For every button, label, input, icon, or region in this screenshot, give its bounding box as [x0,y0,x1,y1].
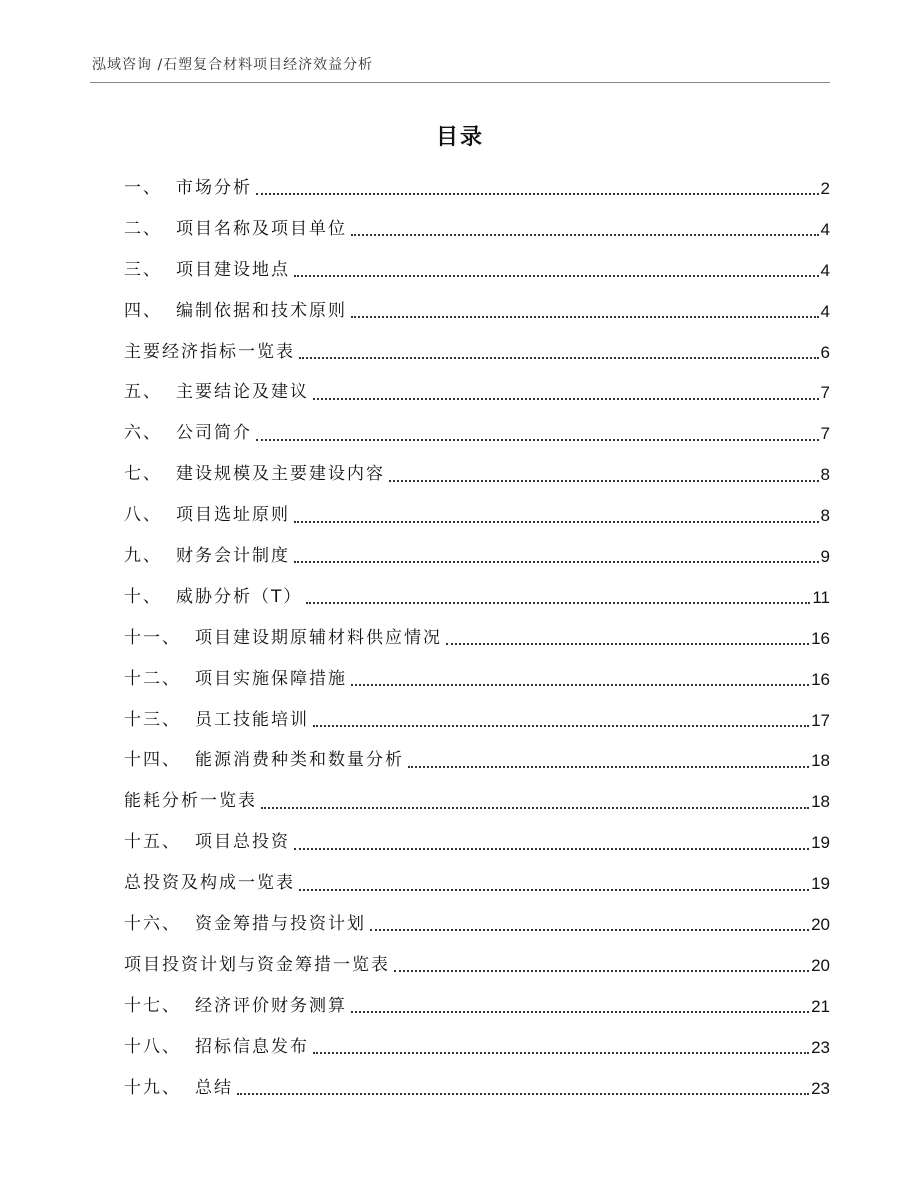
toc-entry-title: 招标信息发布 [195,1036,309,1057]
toc-entry-number: 十、 [124,586,162,607]
toc-entry-page: 8 [820,465,830,485]
toc-entry-page: 20 [811,914,830,934]
toc-entry-page: 4 [820,301,830,321]
toc-leader-dots [261,807,809,809]
toc-entry-label [124,466,385,483]
toc-entry-page: 17 [811,710,830,730]
toc-entry-label [124,954,390,975]
toc-entry[interactable] [124,659,830,700]
toc-entry[interactable] [124,740,830,781]
toc-entry-page: 19 [811,874,830,894]
toc-entry-label [124,752,404,769]
toc-title: 目录 [435,125,484,150]
toc-leader-dots [313,725,809,727]
toc-entry-label [124,384,309,401]
toc-entry-title: 威胁分析（T） [176,586,303,607]
toc-entry-label [124,545,290,566]
toc-entry-title: 能耗分析一览表 [124,791,257,812]
toc-leader-dots [294,521,819,523]
toc-leader-dots [389,480,819,482]
toc-entry[interactable] [124,536,830,577]
toc-entry[interactable] [124,577,830,618]
toc-entry[interactable] [124,372,830,413]
toc-entry-label [124,995,347,1016]
toc-entry-number: 六、 [124,423,162,444]
toc-entry-title: 经济评价财务测算 [195,995,347,1016]
toc-entry[interactable] [124,209,830,250]
toc-entry-title: 项目投资计划与资金筹措一览表 [124,954,390,975]
toc-entry-number: 三、 [124,259,162,280]
toc-leader-dots [446,643,809,645]
toc-entry-title: 项目建设地点 [176,259,290,280]
toc-entry-page: 20 [811,955,830,975]
toc-entry-page: 19 [811,833,830,853]
toc-entry-number: 十五、 [124,832,181,853]
toc-entry-page: 18 [811,751,830,771]
toc-entry[interactable] [124,250,830,291]
toc-entry-title: 公司简介 [176,423,252,444]
toc-entry[interactable] [124,332,830,373]
toc-leader-dots [294,848,809,850]
toc-leader-dots [294,561,819,563]
toc-entry-page: 8 [820,506,830,526]
toc-entry-page: 6 [820,342,830,362]
toc-leader-dots [256,439,819,441]
toc-entry[interactable] [124,781,830,822]
toc-entry-page: 4 [820,219,830,239]
toc-entry-page: 18 [811,792,830,812]
toc-leader-dots [299,357,819,359]
toc-entry-number: 十九、 [124,1077,181,1098]
toc-entry-page: 9 [820,546,830,566]
toc-entry[interactable] [124,904,830,945]
toc-entry-title: 建设规模及主要建设内容 [176,464,385,485]
toc-entry-label [124,259,290,280]
toc-entry-label [124,834,290,851]
toc-entry-number: 五、 [124,382,162,403]
toc-entry-title: 主要经济指标一览表 [124,341,295,362]
toc-entry-number: 四、 [124,300,162,321]
toc-entry-number: 八、 [124,505,162,526]
toc-entry-page: 7 [820,383,830,403]
toc-entry-number: 二、 [124,218,162,239]
toc-entry-label [124,627,442,648]
toc-entry-page: 23 [811,1037,830,1057]
toc-leader-dots [313,1052,809,1054]
toc-entry-label [124,668,347,689]
toc-leader-dots [306,602,810,604]
toc-leader-dots [370,929,809,931]
toc-list [124,168,830,1108]
toc-entry-page: 23 [811,1078,830,1098]
toc-entry[interactable] [124,863,830,904]
toc-entry-page: 21 [811,996,830,1016]
toc-entry-number: 十一、 [124,627,181,648]
toc-leader-dots [294,275,819,277]
toc-leader-dots [313,398,819,400]
toc-entry-label [124,1036,309,1057]
toc-entry-page: 11 [812,587,830,607]
toc-entry-number: 十六、 [124,913,181,934]
toc-entry[interactable] [124,495,830,536]
toc-entry[interactable] [124,822,830,863]
toc-entry-title: 项目总投资 [195,832,290,853]
toc-entry-title: 员工技能培训 [195,709,309,730]
toc-entry-title: 项目建设期原辅材料供应情况 [195,627,442,648]
toc-leader-dots [351,1011,809,1013]
toc-entry-title: 市场分析 [176,177,252,198]
toc-entry-number: 十四、 [124,750,181,771]
toc-entry[interactable] [124,618,830,659]
toc-entry-label [124,709,309,730]
toc-leader-dots [237,1093,809,1095]
toc-entry[interactable] [124,291,830,332]
toc-entry-title: 项目选址原则 [176,505,290,526]
toc-entry-title: 财务会计制度 [176,545,290,566]
toc-leader-dots [299,889,809,891]
toc-entry-label [124,507,290,524]
toc-entry-title: 编制依据和技术原则 [176,300,347,321]
toc-entry-page: 7 [820,424,830,444]
toc-entry-label [124,341,295,362]
toc-entry-page: 16 [811,628,830,648]
toc-entry[interactable] [124,986,830,1027]
toc-entry-number: 十七、 [124,995,181,1016]
toc-entry[interactable] [124,945,830,986]
header-rule [90,82,830,83]
toc-leader-dots [408,766,809,768]
toc-entry-label [124,425,252,442]
toc-entry[interactable] [124,413,830,454]
running-header: 泓域咨询 /石塑复合材料项目经济效益分析 [92,57,374,73]
toc-leader-dots [351,234,819,236]
toc-entry-page: 4 [820,260,830,280]
toc-entry-title: 项目实施保障措施 [195,668,347,689]
toc-entry-label [124,177,252,198]
toc-entry-number: 九、 [124,545,162,566]
toc-entry-label [124,913,366,934]
toc-entry-label [124,793,257,810]
toc-entry-number: 一、 [124,177,162,198]
toc-entry-label [124,300,347,321]
toc-leader-dots [351,684,809,686]
toc-entry-label [124,586,303,607]
toc-entry-title: 总投资及构成一览表 [124,873,295,894]
toc-entry[interactable] [124,700,830,741]
toc-entry[interactable] [124,1027,830,1068]
toc-entry-title: 主要结论及建议 [176,382,309,403]
toc-entry-page: 16 [811,669,830,689]
toc-entry-label [124,1077,233,1098]
toc-entry[interactable] [124,454,830,495]
toc-entry-label [124,875,295,892]
toc-entry-number: 十八、 [124,1036,181,1057]
toc-entry-title: 总结 [195,1077,233,1098]
toc-entry-number: 七、 [124,464,162,485]
toc-entry-title: 能源消费种类和数量分析 [195,750,404,771]
toc-entry-page: 2 [820,178,830,198]
toc-entry-number: 十二、 [124,668,181,689]
toc-leader-dots [394,970,809,972]
toc-leader-dots [256,193,819,195]
toc-leader-dots [351,316,819,318]
toc-entry-label [124,218,347,239]
toc-entry-number: 十三、 [124,709,181,730]
toc-entry-title: 资金筹措与投资计划 [195,913,366,934]
toc-entry[interactable] [124,168,830,209]
toc-entry-title: 项目名称及项目单位 [176,218,347,239]
toc-entry[interactable] [124,1068,830,1109]
